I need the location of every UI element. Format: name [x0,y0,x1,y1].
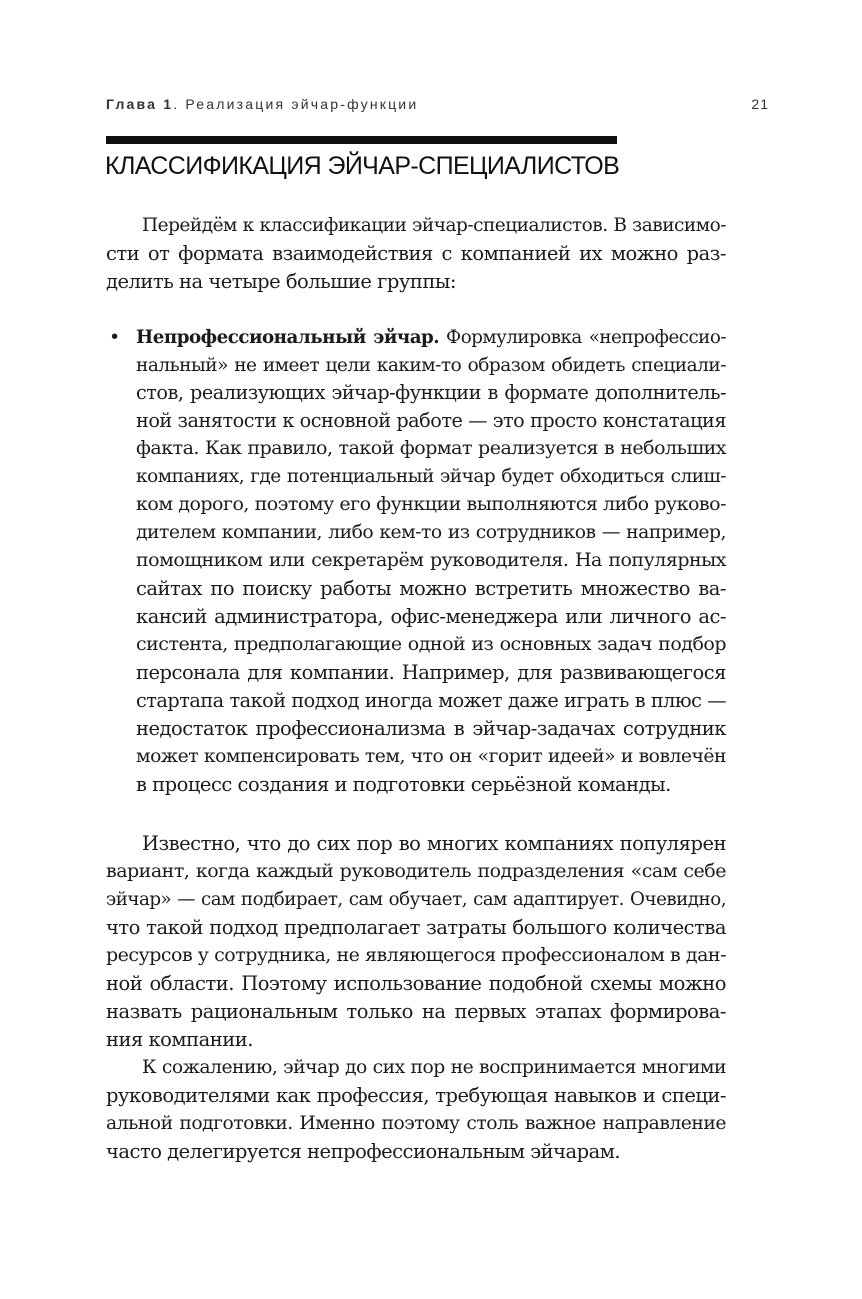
intro-line: делить на четыре большие группы: [106,270,456,293]
running-header [106,96,418,112]
bullet-marker: • [109,326,121,348]
bullet-line: персонала для компании. Например, для развивающегося [136,661,726,684]
intro-line: сти от формата взаимодействия с компанией их можно раз- [106,242,726,265]
paragraph-line: руководителями как профессия, требующая навыков и специ- [106,1084,726,1107]
page-number: 21 [751,96,769,112]
paragraph-line: ной области. Поэтому использование подобной схемы можно [106,972,726,995]
bullet-line: стартапа такой подход иногда может даже играть в плюс — [136,689,726,712]
section-rule [106,136,617,144]
bullet-line: стов, реализующих эйчар-функции в формате дополнитель- [136,381,726,404]
bullet-line: ной занятости к основной работе — это просто констатация [136,409,726,432]
bullet-line: компаниях, где потенциальный эйчар будет обходиться слиш- [136,466,726,487]
bullet-line: может компенсировать тем, что он «горит идеей» и вовлечён [136,746,726,767]
bullet-line: кансий администратора, офис-менеджера или личного ас- [136,605,726,628]
paragraph-line: эйчар» — сам подбирает, сам обучает, сам адаптирует. Очевидно, [106,889,726,910]
section-title: КЛАССИФИКАЦИЯ ЭЙЧАР-СПЕЦИАЛИСТОВ [105,152,620,180]
paragraph-line: ресурсов у сотрудника, не являющегося профессионалом в дан- [106,944,726,966]
bullet-line: ком дорого, поэтому его функции выполняются либо руково- [136,493,726,515]
bullet-line: факта. Как правило, такой формат реализуется в небольших [136,437,726,459]
paragraph-line: вариант, когда каждый руководитель подразделения «сам себе [106,860,726,882]
paragraph-line: что такой подход предполагает затраты большого количества [106,916,726,939]
bullet-line: сайтах по поиску работы можно встретить множество ва- [136,577,726,600]
bullet-line: в процесс создания и подготовки серьёзной команды. [136,773,671,796]
bullet-first-line [136,324,726,351]
chapter-label: Глава 1 [106,96,174,112]
paragraph-line: часто делегируется непрофессиональным эйчарам. [106,1140,621,1163]
paragraph-line: назвать рациональным только на первых этапах формирова- [106,1000,726,1023]
bullet-line: недостаток профессионализма в эйчар-задачах сотрудник [136,717,726,740]
paragraph-line: К сожалению, эйчар до сих пор не воспринимается многими [142,1057,726,1078]
bullet-line: нальный» не имеет цели каким-то образом обидеть специали- [136,355,726,376]
bullet-first-line-rest: Формулировка «непрофессио- [439,327,726,348]
bullet-term: Непрофессиональный эйчар. [136,327,440,348]
bullet-line: дителем компании, либо кем-то из сотрудников — например, [136,522,726,543]
chapter-title: . Реализация эйчар-функции [173,96,419,112]
paragraph-line: ния компании. [106,1028,253,1051]
bullet-line: помощником или секретарём руководителя. На популярных [136,549,726,571]
paragraph-line: Известно, что до сих пор во многих компаниях популярен [142,832,726,855]
intro-line: Перейдём к классификации эйчар-специалистов. В зависимо- [142,215,726,236]
paragraph-line: альной подготовки. Именно поэтому столь важное направление [106,1113,726,1134]
bullet-line: систента, предполагающие одной из основных задач подбор [136,633,726,655]
